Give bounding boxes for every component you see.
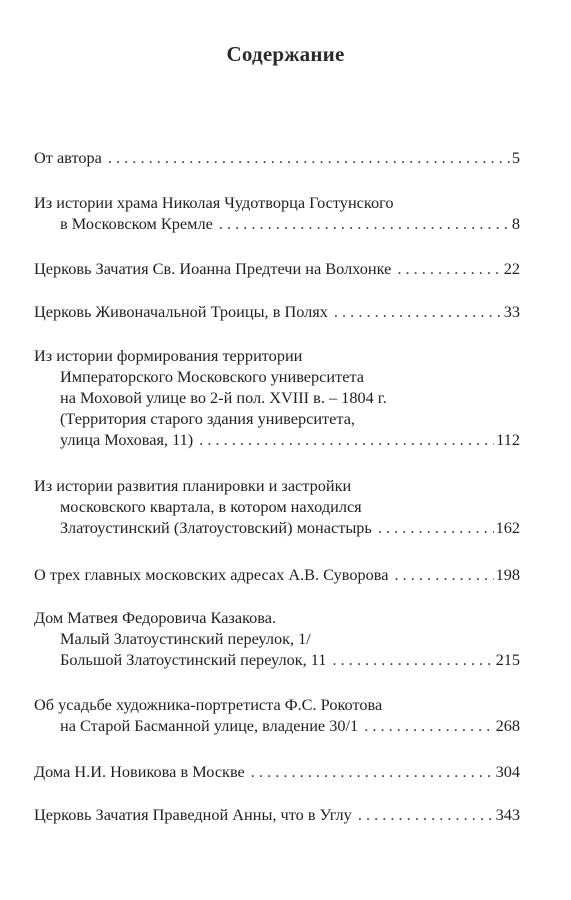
toc-entry-title: Императорского Московского университета <box>60 367 364 386</box>
toc-entry[interactable] <box>34 475 520 538</box>
toc-page-number: 22 <box>503 259 520 278</box>
toc-entry-title: на Старой Басманной улице, владение 30/1 <box>60 716 359 735</box>
dot-leader <box>372 517 494 538</box>
toc-entry-title: на Моховой улице во 2-й пол. XVIII в. – 1804 г. <box>60 388 387 407</box>
toc-entry[interactable] <box>34 607 520 670</box>
toc-entry[interactable] <box>34 301 520 322</box>
toc-entry-title: Церковь Зачатия Праведной Анны, что в Углу <box>34 805 352 824</box>
toc-entry-title: московского квартала, в котором находился <box>60 497 362 516</box>
dot-leader <box>213 213 510 234</box>
toc-entry-title: Об усадьбе художника-портретиста Ф.С. Рокотова <box>34 695 383 714</box>
toc-page-number: 268 <box>495 716 520 735</box>
toc-entry-title: О трех главных московских адресах А.В. Суворова <box>34 565 389 584</box>
toc-entry[interactable] <box>34 564 520 585</box>
dot-leader <box>326 649 493 670</box>
toc-page-number: 162 <box>495 518 520 537</box>
toc-entry-title: в Московском Кремле <box>60 214 213 233</box>
toc-page-number: 8 <box>511 214 520 233</box>
toc-entry-title: От автора <box>34 148 102 167</box>
toc-entry-title: Малый Златоустинский переулок, 1/ <box>60 629 311 648</box>
dot-leader <box>391 258 501 279</box>
toc-page-number: 215 <box>495 650 520 669</box>
dot-leader <box>193 429 494 450</box>
toc-entry-title: Из истории формирования территории <box>34 346 303 365</box>
dot-leader <box>388 564 493 585</box>
toc-entry-title: (Территория старого здания университета, <box>60 409 356 428</box>
dot-leader <box>245 761 494 782</box>
toc-entry-title: Златоустинский (Златоустовский) монастырь <box>60 518 372 537</box>
toc-entry[interactable] <box>34 345 520 450</box>
toc-page-number: 33 <box>503 302 520 321</box>
dot-leader <box>102 147 510 168</box>
toc-entry-title: Из истории храма Николая Чудотворца Гостунского <box>34 193 394 212</box>
toc-entry-title: Большой Златоустинский переулок, 11 <box>60 650 327 669</box>
page-title: Содержание <box>226 42 345 66</box>
toc-entry[interactable] <box>34 258 520 279</box>
toc-entry[interactable] <box>34 804 520 825</box>
dot-leader <box>352 804 494 825</box>
toc-page-number: 198 <box>495 565 520 584</box>
toc-entry[interactable] <box>34 761 520 782</box>
toc-entry[interactable] <box>34 694 520 736</box>
toc-page-number: 5 <box>511 148 520 167</box>
toc-entry-title: Церковь Зачатия Св. Иоанна Предтечи на Волхонке <box>34 259 392 278</box>
toc-page-number: 304 <box>495 762 520 781</box>
toc-entry-title: Церковь Живоначальной Троицы, в Полях <box>34 302 328 321</box>
dot-leader <box>328 301 502 322</box>
toc-entry-title: Из истории развития планировки и застройки <box>34 476 352 495</box>
toc-entry-title: улица Моховая, 11) <box>60 430 194 449</box>
toc-page-number: 343 <box>495 805 520 824</box>
toc-page-number: 112 <box>496 430 520 449</box>
toc-entry-title: Дома Н.И. Новикова в Москве <box>34 762 245 781</box>
toc-entry-title: Дом Матвея Федоровича Казакова. <box>34 608 277 627</box>
toc-entry[interactable] <box>34 147 520 168</box>
toc-entry[interactable] <box>34 192 520 234</box>
dot-leader <box>358 715 493 736</box>
